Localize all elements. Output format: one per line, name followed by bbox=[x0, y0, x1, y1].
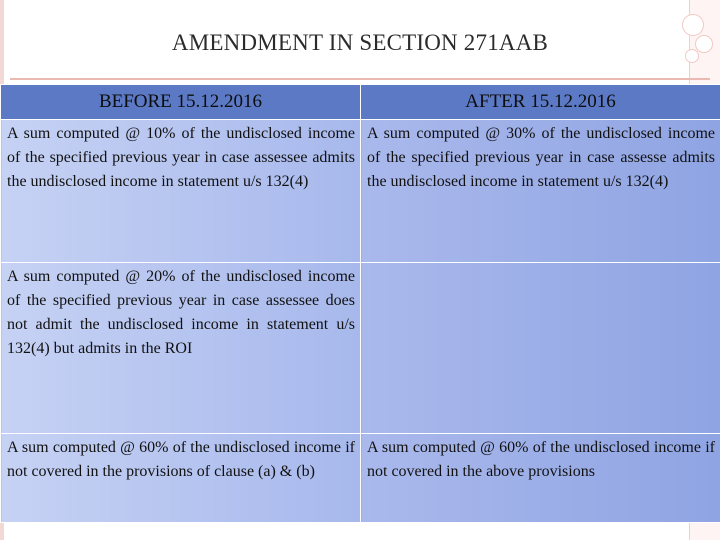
cell-before: A sum computed @ 60% of the undisclosed income if not covered in the provisions of clause (a) & (b) bbox=[1, 434, 361, 523]
column-header-after: AFTER 15.12.2016 bbox=[361, 85, 720, 120]
title-divider bbox=[10, 78, 710, 80]
cell-after: A sum computed @ 60% of the undisclosed income if not covered in the above provisions bbox=[361, 434, 720, 523]
table-header-row bbox=[1, 85, 720, 120]
slide-title: AMENDMENT IN SECTION 271AAB bbox=[171, 30, 549, 55]
table-row bbox=[1, 120, 720, 263]
table-row bbox=[1, 263, 720, 434]
amendment-table bbox=[0, 84, 720, 523]
cell-after: A sum computed @ 30% of the undisclosed income of the specified previous year in case assesse admits the undisclosed income in statement u/s 132(4) bbox=[361, 120, 720, 263]
column-header-before: BEFORE 15.12.2016 bbox=[1, 85, 361, 120]
table-row bbox=[1, 434, 720, 523]
cell-before: A sum computed @ 10% of the undisclosed income of the specified previous year in case assessee admits the undisclosed income in statement u/s 132(4) bbox=[1, 120, 361, 263]
cell-before: A sum computed @ 20% of the undisclosed income of the specified previous year in case assessee does not admit the undisclosed income in statement u/s 132(4) but admits in the ROI bbox=[1, 263, 361, 434]
cell-after bbox=[361, 263, 720, 434]
